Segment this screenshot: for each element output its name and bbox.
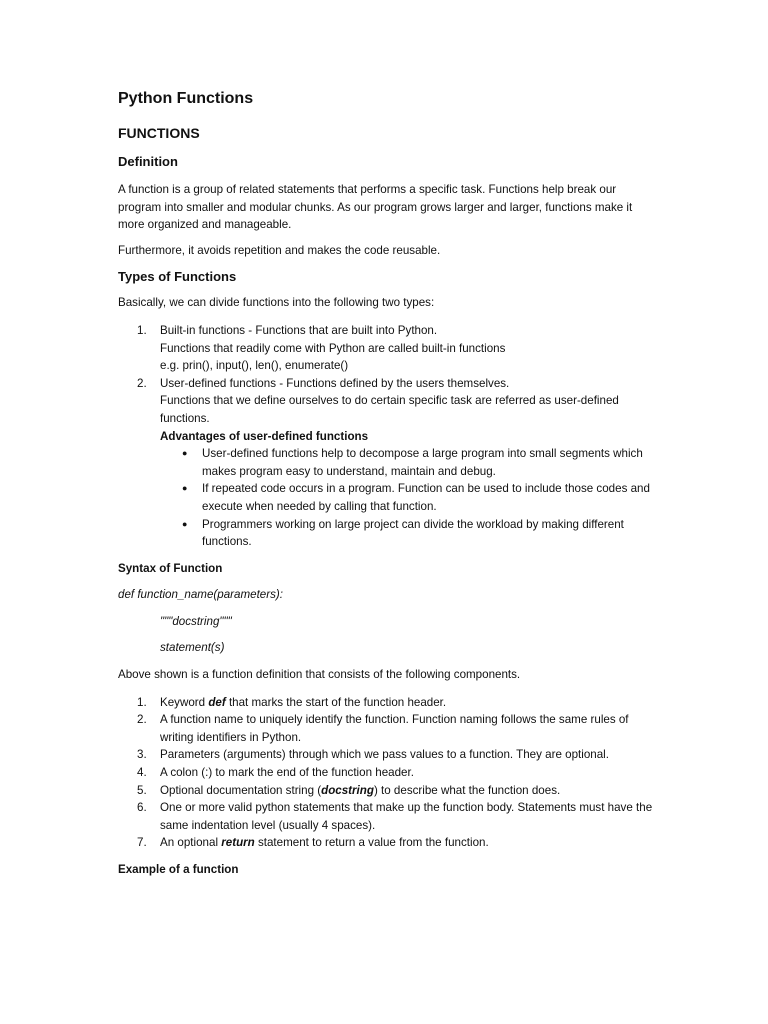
type-builtin-examples: e.g. prin(), input(), len(), enumerate() [160,359,349,373]
definition-paragraph: A function is a group of related statements that performs a specific task. Functions help break our program into smaller and modular chunks. As our program grows larger and larger, functions make it more organized and manageable. [118,183,633,232]
list-item [118,764,658,782]
list-item [118,694,658,712]
syntax-docstring-line: """docstring""" [160,614,232,628]
keyword-return: return [221,836,255,850]
keyword-docstring: docstring [321,783,374,797]
list-item [118,782,658,800]
type-builtin-desc: Functions that readily come with Python are called built-in functions [160,341,506,355]
type-builtin-title: Built-in functions - Functions that are built into Python. [160,323,438,337]
document-content [118,88,658,879]
list-number: 6. [137,801,147,815]
page-title: Python Functions [118,90,254,107]
component-text: that marks the start of the function header. [225,695,447,709]
heading-functions: FUNCTIONS [118,125,200,141]
heading-definition: Definition [118,154,178,169]
heading-types-of-functions: Types of Functions [118,269,237,285]
component-text: ) to describe what the function does. [373,783,561,797]
type-user-defined-title: User-defined functions - Functions defined by the users themselves. [160,376,510,390]
keyword-def: def [208,695,226,709]
component-text: An optional [160,836,222,850]
example-heading: Example of a function [118,863,239,876]
component-text: One or more valid python statements that make up the function body. Statements must have the same indentation level (usually 4 spaces). [160,801,653,832]
bullet-icon: ● [182,483,188,494]
advantages-title: Advantages of user-defined functions [160,429,369,443]
list-item [118,375,658,551]
components-list [118,694,658,852]
list-number: 1. [137,695,147,709]
component-text: Parameters (arguments) through which we pass values to a function. They are optional. [160,748,609,762]
type-user-defined-desc: Functions that we define ourselves to do certain specific task are referred as user-defined functions. [160,394,619,425]
list-item [160,516,658,551]
list-item [118,322,658,375]
syntax-statements-line: statement(s) [160,641,225,655]
syntax-def-line: def function_name(parameters): [118,588,283,602]
advantage-text: If repeated code occurs in a program. Function can be used to include those codes and execute when needed by calling that function. [202,482,650,513]
advantages-list [160,445,658,551]
advantage-text: Programmers working on large project can divide the workload by making different functions. [202,517,624,549]
list-item [118,746,658,764]
list-number: 1. [137,323,147,337]
list-item [160,480,658,515]
types-list [118,322,658,551]
component-text: Keyword [160,695,209,709]
advantage-text: User-defined functions help to decompose a large program into small segments which makes program easy to understand, maintain and debug. [202,447,643,478]
list-item [118,711,658,746]
list-number: 2. [137,713,147,727]
list-number: 5. [137,783,147,797]
list-number: 7. [137,836,147,850]
component-text: A colon (:) to mark the end of the function header. [160,766,414,780]
component-text: statement to return a value from the function. [254,836,489,850]
list-number: 2. [137,376,147,390]
list-number: 3. [137,748,147,762]
list-number: 4. [137,766,147,780]
list-item [118,834,658,852]
list-item [118,799,658,834]
bullet-icon: ● [182,448,188,459]
component-text: Optional documentation string ( [160,783,322,797]
component-text: A function name to uniquely identify the function. Function naming follows the same rules of writing identifiers in Python. [160,713,629,744]
bullet-icon: ● [182,518,188,529]
list-item [160,445,658,480]
definition-paragraph-2: Furthermore, it avoids repetition and makes the code reusable. [118,243,441,257]
syntax-heading: Syntax of Function [118,561,223,575]
components-intro: Above shown is a function definition that consists of the following components. [118,668,521,682]
types-intro: Basically, we can divide functions into the following two types: [118,296,435,310]
